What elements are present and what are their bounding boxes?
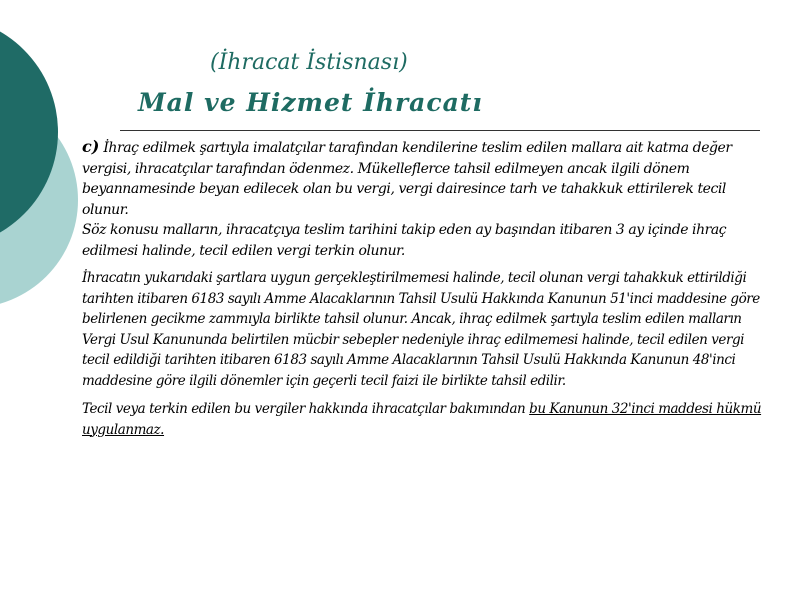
paragraph-3-text: Tecil veya terkin edilen bu vergiler hakkında ihracatçılar bakımından bbox=[82, 401, 530, 417]
title-divider bbox=[120, 130, 760, 131]
decorative-circles bbox=[0, 0, 90, 320]
page-title: Mal ve Hizmet İhracatı bbox=[138, 88, 483, 117]
paragraph-1-continuation: Söz konusu malların, ihracatçıya teslim tarihini takip eden ay başından itibaren 3 ay içinde ihraç edilmesi halinde, tecil edilen vergi terkin olunur. bbox=[82, 222, 727, 259]
title-subheading: (İhracat İstisnası) bbox=[210, 50, 408, 75]
content-body bbox=[82, 137, 772, 440]
paragraph-1-text: İhraç edilmek şartıyla imalatçılar tarafından kendilerine teslim edilen mallara ait katma değer vergisi, ihracatçılar tarafından ödenmez. Mükelleflerce tahsil edilmeyen ancak ilgili dönem beyannamesinde beyan edilecek olan bu vergi, vergi dairesince tarh ve tahakkuk ettirilerek tecil olunur. bbox=[82, 140, 732, 218]
paragraph-2: İhracatın yukarıdaki şartlara uygun gerçekleştirilmemesi halinde, tecil olunan vergi tahakkuk ettirildiği tarihten itibaren 6183 sayılı Amme Alacaklarının Tahsil Usulü Hakkında Kanunun 51'inci maddesine göre belirlenen gecikme zammıyla birlikte tahsil olunur. Ancak, ihraç edilmek şartıyla teslim edilen malların Vergi Usul Kanununda belirtilen mücbir sebepler nedeniyle ihraç edilmemesi halinde, tecil edilen vergi tecil edildiği tarihten itibaren 6183 sayılı Amme Alacaklarının Tahsil Usulü Hakkında Kanunun 48'inci maddesine göre ilgili dönemler için geçerli tecil faizi ile birlikte tahsil edilir. bbox=[82, 270, 760, 389]
paragraph-3 bbox=[82, 399, 772, 440]
item-marker: c) bbox=[82, 137, 100, 156]
law-reference: bu Kanunun 32'inci maddesi hükmü uygulanmaz. bbox=[82, 401, 762, 438]
paragraph-1 bbox=[82, 137, 772, 261]
